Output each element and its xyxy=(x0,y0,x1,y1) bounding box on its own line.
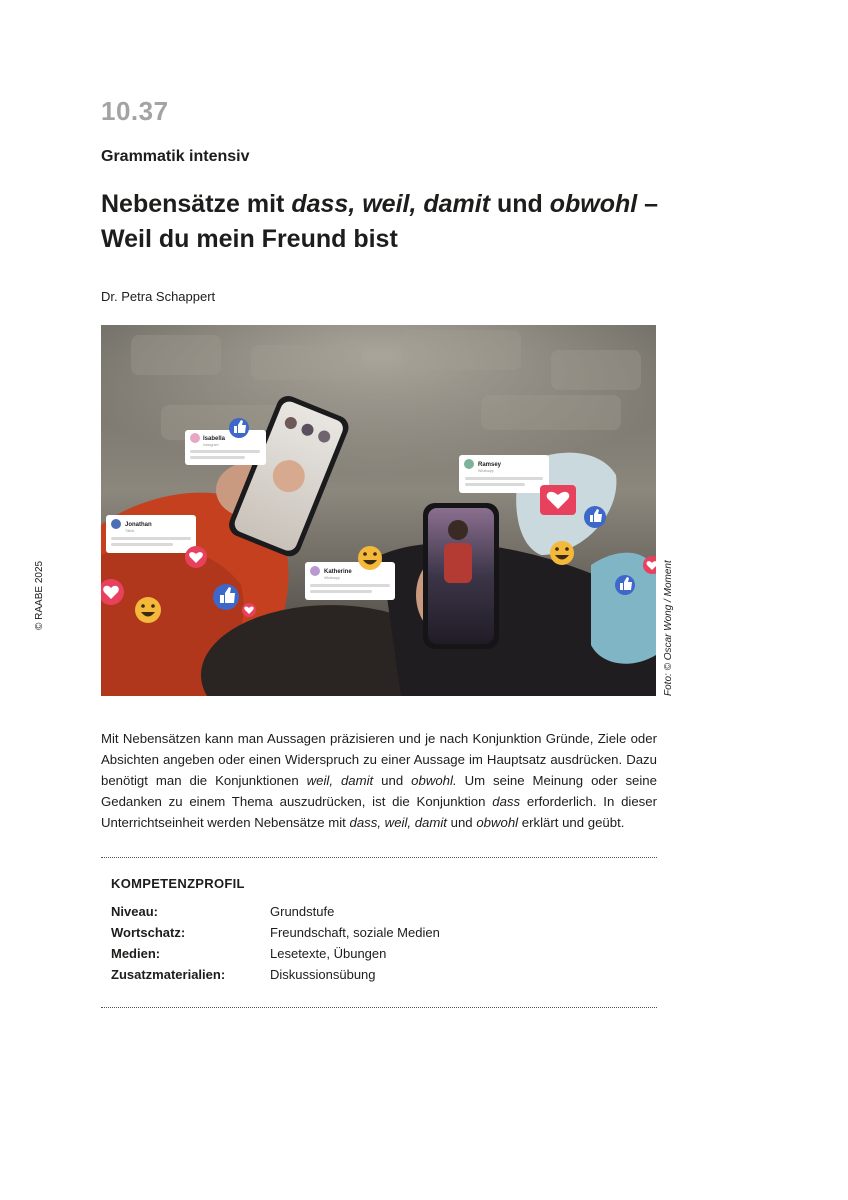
profile-row xyxy=(111,967,440,988)
card-sub: Whatsapp xyxy=(324,576,340,580)
profile-value: Freundschaft, soziale Medien xyxy=(270,925,440,940)
intro-italic: weil, damit xyxy=(306,773,374,788)
heart-icon xyxy=(185,546,207,568)
social-card-ramsey xyxy=(459,455,549,493)
card-name: Katherine xyxy=(324,569,352,575)
profile-heading: KOMPETENZPROFIL xyxy=(111,876,245,891)
title-text: – xyxy=(637,190,659,218)
intro-text: erforderlich. In dieser Unterrichtseinheit werden Nebensätze mit xyxy=(101,794,657,830)
thumbs-up-icon xyxy=(213,584,239,610)
profile-value: Lesetexte, Übungen xyxy=(270,946,387,961)
title-line-2: Weil du mein Freund bist xyxy=(101,225,398,253)
intro-text: und xyxy=(446,815,477,830)
cover-photo xyxy=(101,325,656,696)
profile-value: Grundstufe xyxy=(270,904,335,919)
card-sub: Instagram xyxy=(203,443,219,447)
profile-key: Wortschatz: xyxy=(111,925,186,940)
social-card-katherine xyxy=(305,562,395,600)
smiley-icon xyxy=(550,541,574,565)
intro-text: und xyxy=(373,773,412,788)
card-sub: Tiktok xyxy=(125,529,135,533)
smiley-icon xyxy=(135,597,161,623)
author: Dr. Petra Schappert xyxy=(101,289,216,304)
divider-bottom xyxy=(101,1007,657,1008)
copyright-note: © RAABE 2025 xyxy=(34,560,45,630)
page-title xyxy=(101,187,701,257)
thumbs-up-icon xyxy=(584,506,606,528)
series-title: Grammatik intensiv xyxy=(101,148,250,165)
title-italic: obwohl xyxy=(549,190,638,218)
profile-row xyxy=(111,904,440,925)
thumbs-up-icon xyxy=(615,575,635,595)
profile-key: Zusatzmaterialien: xyxy=(111,967,226,982)
profile-table xyxy=(111,904,440,988)
profile-key: Niveau: xyxy=(111,904,158,919)
title-italic: dass, weil, damit xyxy=(291,190,491,218)
title-text: Nebensätze mit xyxy=(101,190,292,218)
intro-paragraph xyxy=(101,728,657,833)
card-name: Isabella xyxy=(203,436,226,442)
smiley-icon xyxy=(358,546,382,570)
heart-icon xyxy=(242,603,256,617)
intro-italic: obwohl. xyxy=(411,773,457,788)
title-text: und xyxy=(490,190,550,218)
social-card-jonathan xyxy=(106,515,196,553)
thumbs-up-icon xyxy=(229,418,249,438)
divider-top xyxy=(101,857,657,858)
profile-key: Medien: xyxy=(111,946,161,961)
profile-value: Diskussionsübung xyxy=(270,967,376,982)
heart-icon xyxy=(540,485,576,515)
intro-italic: dass, weil, damit xyxy=(349,815,447,830)
card-sub: Whatsapp xyxy=(478,469,494,473)
intro-text: Mit Nebensätzen kann man Aussagen präzisieren und je nach Konjunktion Gründe, Ziele oder Absichten angeben oder einen Widerspruch zu einer Aussage im Hauptsatz ausdrücken. Dazu benötigt man die Konjunktionen xyxy=(101,731,657,788)
card-name: Ramsey xyxy=(478,462,502,468)
profile-row xyxy=(111,925,440,946)
intro-italic: dass xyxy=(492,794,521,809)
card-name: Jonathan xyxy=(125,522,152,528)
intro-text: Um seine Meinung oder seine Gedanken zu einem Thema auszudrücken, ist die Konjunktion xyxy=(101,773,657,809)
social-card-isabella xyxy=(185,430,266,465)
unit-number: 10.37 xyxy=(101,96,169,126)
intro-text: erklärt und geübt. xyxy=(518,815,625,830)
profile-row xyxy=(111,946,440,967)
intro-italic: obwohl xyxy=(476,815,519,830)
photo-credit: Foto: © Oscar Wong / Moment xyxy=(663,560,674,696)
